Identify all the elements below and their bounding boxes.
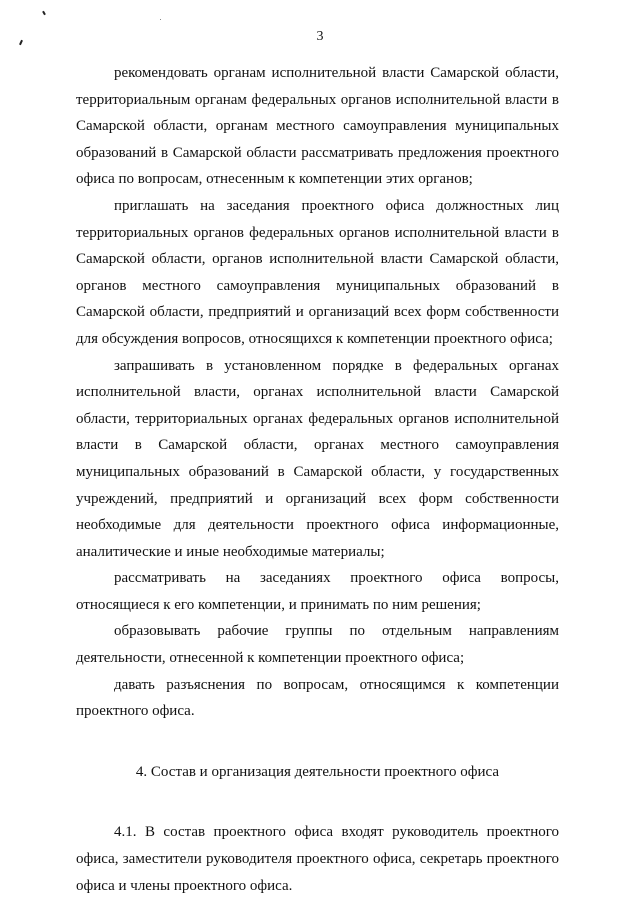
scan-mark <box>42 11 46 15</box>
section-heading: 4. Состав и организация деятельности проектного офиса <box>135 763 500 780</box>
document-body <box>76 60 559 899</box>
page-number: 3 <box>316 29 324 44</box>
paragraph-consider: рассматривать на заседаниях проектного офиса вопросы, относящиеся к его компетенции, и принимать по ним решения; <box>76 570 559 613</box>
paragraph-recommend: рекомендовать органам исполнительной власти Самарской области, территориальным органам федеральных органов исполнительной власти в Самарской области, органам местного самоуправления муниципальных образований в Самарской области рассматривать предложения проектного офиса по вопросам, отнесенным к компетенции этих органов; <box>76 65 559 188</box>
clause-4-1: 4.1. В состав проектного офиса входят руководитель проектного офиса, заместители руководителя проектного офиса, секретарь проектного офиса и члены проектного офиса. <box>76 824 559 894</box>
paragraph-request: запрашивать в установленном порядке в федеральных органах исполнительной власти, органах исполнительной власти Самарской области, территориальных органах федеральных органов исполнительной власти в Самарской области, органах местного самоуправления муниципальных образований в Самарской области, у государственных учреждений, предприятий и организаций всех форм собственности необходимые для деятельности проектного офиса информационные, аналитические и иные необходимые материалы; <box>76 357 559 560</box>
scan-mark <box>160 19 161 20</box>
paragraph-invite: приглашать на заседания проектного офиса должностных лиц территориальных органов федеральных органов исполнительной власти в Самарской области, органов исполнительной власти Самарской области, органов местного самоуправления муниципальных образований в Самарской области, предприятий и организаций всех форм собственности для обсуждения вопросов, относящихся к компетенции проектного офиса; <box>76 197 559 347</box>
paragraph-working-groups: образовывать рабочие группы по отдельным направлениям деятельности, отнесенной к компетенции проектного офиса; <box>76 623 559 667</box>
paragraph-explanations: давать разъяснения по вопросам, относящимся к компетенции проектного офиса. <box>76 676 559 720</box>
